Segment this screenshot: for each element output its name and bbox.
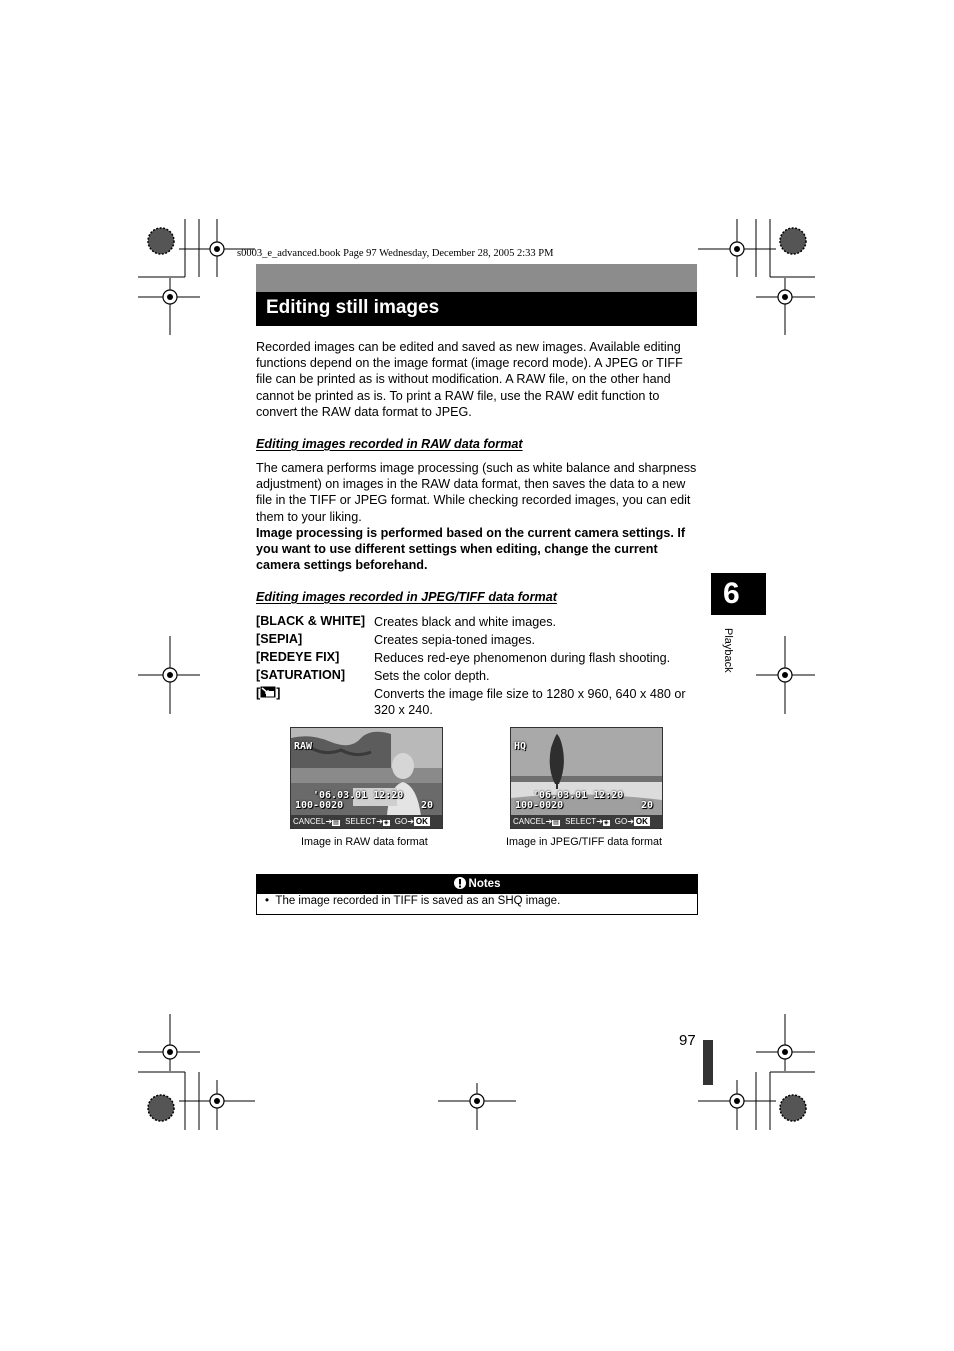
warning-icon: [454, 877, 466, 889]
desc-redeye-fix: Reduces red-eye phenomenon during flash shooting.: [374, 651, 671, 665]
term-resize-close: ]: [276, 686, 281, 700]
jpeg-arrow-icon-2: ➔: [596, 817, 603, 826]
bullet-icon: •: [265, 895, 276, 907]
page-number: 97: [679, 1032, 696, 1049]
raw-cancel-label: CANCEL: [293, 817, 326, 826]
notes-item-text: The image recorded in TIFF is saved as an SHQ image.: [275, 895, 561, 907]
jpeg-cancel-label: CANCEL: [513, 817, 546, 826]
page-title: Editing still images: [266, 297, 440, 318]
title-band: [256, 264, 697, 292]
raw-caption: Image in RAW data format: [301, 836, 428, 848]
jpeg-arrow-icon: ➔: [545, 817, 553, 826]
jpeg-menu-icon: ▤: [553, 820, 559, 826]
term-resize: [256, 686, 280, 700]
desc-resize: Converts the image file size to 1280 x 960, 640 x 480 or 320 x 240.: [374, 687, 686, 718]
raw-arrow-icon: ➔: [325, 817, 333, 826]
raw-arrow-icon-3: ➔: [407, 817, 414, 826]
page-edge-bar: [703, 1040, 713, 1085]
notes-item: [265, 895, 560, 907]
raw-dpad-icon: ◈: [383, 820, 389, 826]
jpeg-date: '06.03.01 12:20: [533, 790, 624, 801]
raw-button-bar: [291, 815, 442, 828]
term-redeye-fix: [REDEYE FIX]: [256, 650, 340, 664]
chapter-tab: 6: [711, 573, 766, 615]
raw-ok-label: OK: [415, 817, 428, 826]
book-file-header: s0003_e_advanced.book Page 97 Wednesday, December 28, 2005 2:33 PM: [237, 248, 554, 259]
raw-count: 20: [421, 800, 434, 811]
jpeg-camera-screen: [510, 727, 663, 829]
term-black-white: [BLACK & WHITE]: [256, 614, 366, 628]
intro-paragraph: Recorded images can be edited and saved as new images. Available editing functions depend on the image format (image record mode). A JPEG or TIFF file can be printed as is without modification. A RAW file, on the other hand cannot be printed as is. To print a RAW file, use the RAW edit function to convert the RAW data format to JPEG.: [256, 340, 683, 419]
desc-saturation: Sets the color depth.: [374, 669, 490, 683]
chapter-tab-label: Playback: [722, 628, 734, 673]
raw-select-label: SELECT: [345, 817, 377, 826]
term-saturation: [SATURATION]: [256, 668, 346, 682]
resize-icon: [260, 686, 276, 698]
raw-section-body: [256, 460, 698, 573]
raw-arrow-icon-2: ➔: [376, 817, 383, 826]
term-resize-open: [: [256, 686, 261, 700]
jpeg-file-number: 100-0020: [515, 800, 564, 811]
raw-camera-screen: [290, 727, 443, 829]
jpeg-go-label: GO: [614, 817, 628, 826]
raw-body-text: The camera performs image processing (such as white balance and sharpness adjustment) on images in the RAW data format, then saves the data to a new file in the TIFF or JPEG format. While checking recorded images, you can edit them to your liking.: [256, 461, 697, 524]
raw-file-number: 100-0020: [295, 800, 344, 811]
desc-black-white: Creates black and white images.: [374, 615, 557, 629]
raw-bold-note: Image processing is performed based on the current camera settings. If you want to use different settings when editing, change the current camera settings beforehand.: [256, 525, 686, 573]
jpeg-count: 20: [641, 800, 654, 811]
jpeg-section-heading: Editing images recorded in JPEG/TIFF data format: [256, 590, 557, 604]
raw-menu-icon: ▤: [333, 820, 339, 826]
jpeg-dpad-icon: ◈: [603, 820, 609, 826]
jpeg-select-label: SELECT: [565, 817, 597, 826]
notes-header: [257, 875, 697, 894]
jpeg-arrow-icon-3: ➔: [627, 817, 634, 826]
raw-mode-badge: RAW: [294, 741, 313, 752]
jpeg-button-bar: [511, 815, 662, 828]
jpeg-ok-label: OK: [635, 817, 648, 826]
notes-title: Notes: [468, 878, 501, 890]
raw-section-heading: Editing images recorded in RAW data format: [256, 437, 523, 451]
term-sepia: [SEPIA]: [256, 632, 303, 646]
desc-sepia: Creates sepia-toned images.: [374, 633, 536, 647]
jpeg-mode-badge: HQ: [514, 741, 527, 752]
raw-date: '06.03.01 12:20: [313, 790, 404, 801]
raw-go-label: GO: [394, 817, 408, 826]
jpeg-caption: Image in JPEG/TIFF data format: [506, 836, 663, 848]
